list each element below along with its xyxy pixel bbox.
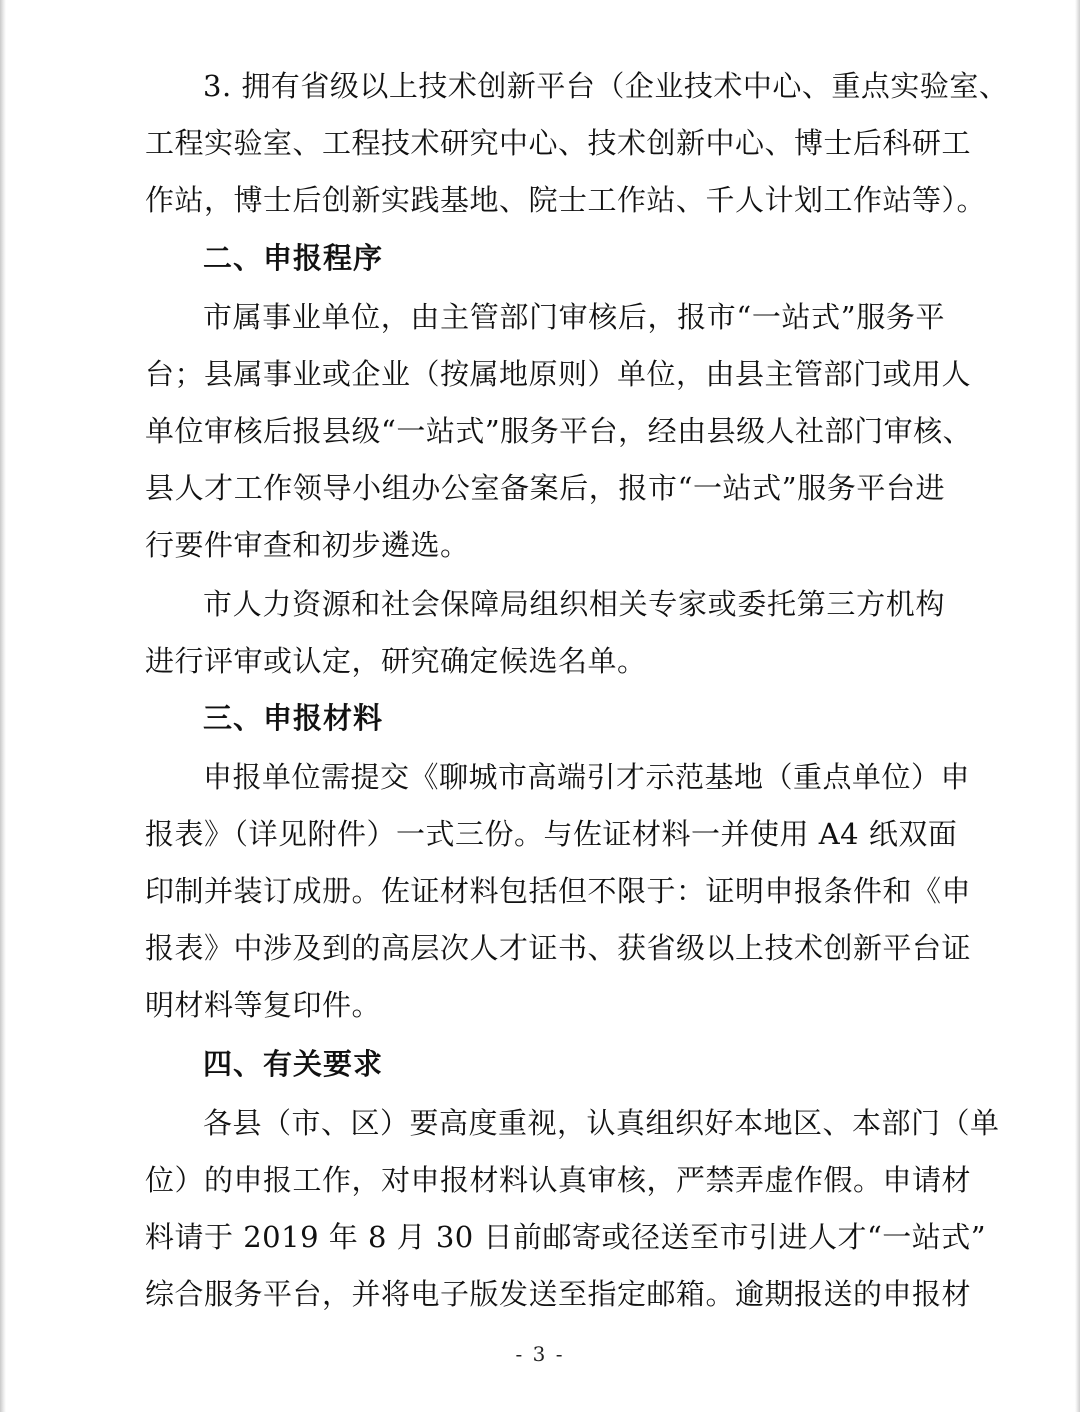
section-heading-application-procedure: 二、申报程序 bbox=[203, 241, 384, 275]
item3-line-3: 作站，博士后创新实践基地、院士工作站、千人计划工作站等）。 bbox=[145, 183, 987, 217]
section-heading-application-materials: 三、申报材料 bbox=[203, 701, 384, 735]
procedure-para2-line-2: 进行评审或认定，研究确定候选名单。 bbox=[145, 644, 647, 678]
materials-line-3: 印制并装订成册。佐证材料包括但不限于：证明申报条件和《申 bbox=[145, 874, 972, 908]
procedure-para2-line-1: 市人力资源和社会保障局组织相关专家或委托第三方机构 bbox=[203, 587, 945, 621]
section-heading-requirements: 四、有关要求 bbox=[203, 1047, 384, 1081]
procedure-para1-line-1: 市属事业单位，由主管部门审核后，报市“一站式”服务平 bbox=[203, 300, 945, 334]
requirements-line-2: 位）的申报工作，对申报材料认真审核，严禁弄虚作假。申请材 bbox=[145, 1163, 972, 1197]
page-number: - 3 - bbox=[515, 1342, 565, 1366]
materials-line-1: 申报单位需提交《聊城市高端引才示范基地（重点单位）申 bbox=[203, 760, 971, 794]
materials-line-4: 报表》中涉及到的高层次人才证书、获省级以上技术创新平台证 bbox=[145, 931, 972, 965]
materials-line-2: 报表》（详见附件）一式三份。与佐证材料一并使用 A4 纸双面 bbox=[145, 817, 958, 851]
requirements-line-1: 各县（市、区）要高度重视，认真组织好本地区、本部门（单 bbox=[203, 1106, 1000, 1140]
procedure-para1-line-3: 单位审核后报县级“一站式”服务平台，经由县级人社部门审核、 bbox=[145, 414, 973, 448]
procedure-para1-line-4: 县人才工作领导小组办公室备案后，报市“一站式”服务平台进 bbox=[145, 471, 945, 505]
materials-line-5: 明材料等复印件。 bbox=[145, 988, 382, 1022]
page-edge-left bbox=[0, 0, 6, 1412]
item3-line-1: 3. 拥有省级以上技术创新平台（企业技术中心、重点实验室、 bbox=[203, 69, 1009, 103]
procedure-para1-line-2: 台；县属事业或企业（按属地原则）单位，由县主管部门或用人 bbox=[145, 357, 972, 391]
page-edge-right bbox=[1075, 0, 1080, 1412]
procedure-para1-line-5: 行要件审查和初步遴选。 bbox=[145, 528, 470, 562]
requirements-line-3: 料请于 2019 年 8 月 30 日前邮寄或径送至市引进人才“一站式” bbox=[145, 1220, 987, 1254]
item3-line-2: 工程实验室、工程技术研究中心、技术创新中心、博士后科研工 bbox=[145, 126, 972, 160]
requirements-line-4: 综合服务平台，并将电子版发送至指定邮箱。逾期报送的申报材 bbox=[145, 1277, 972, 1311]
